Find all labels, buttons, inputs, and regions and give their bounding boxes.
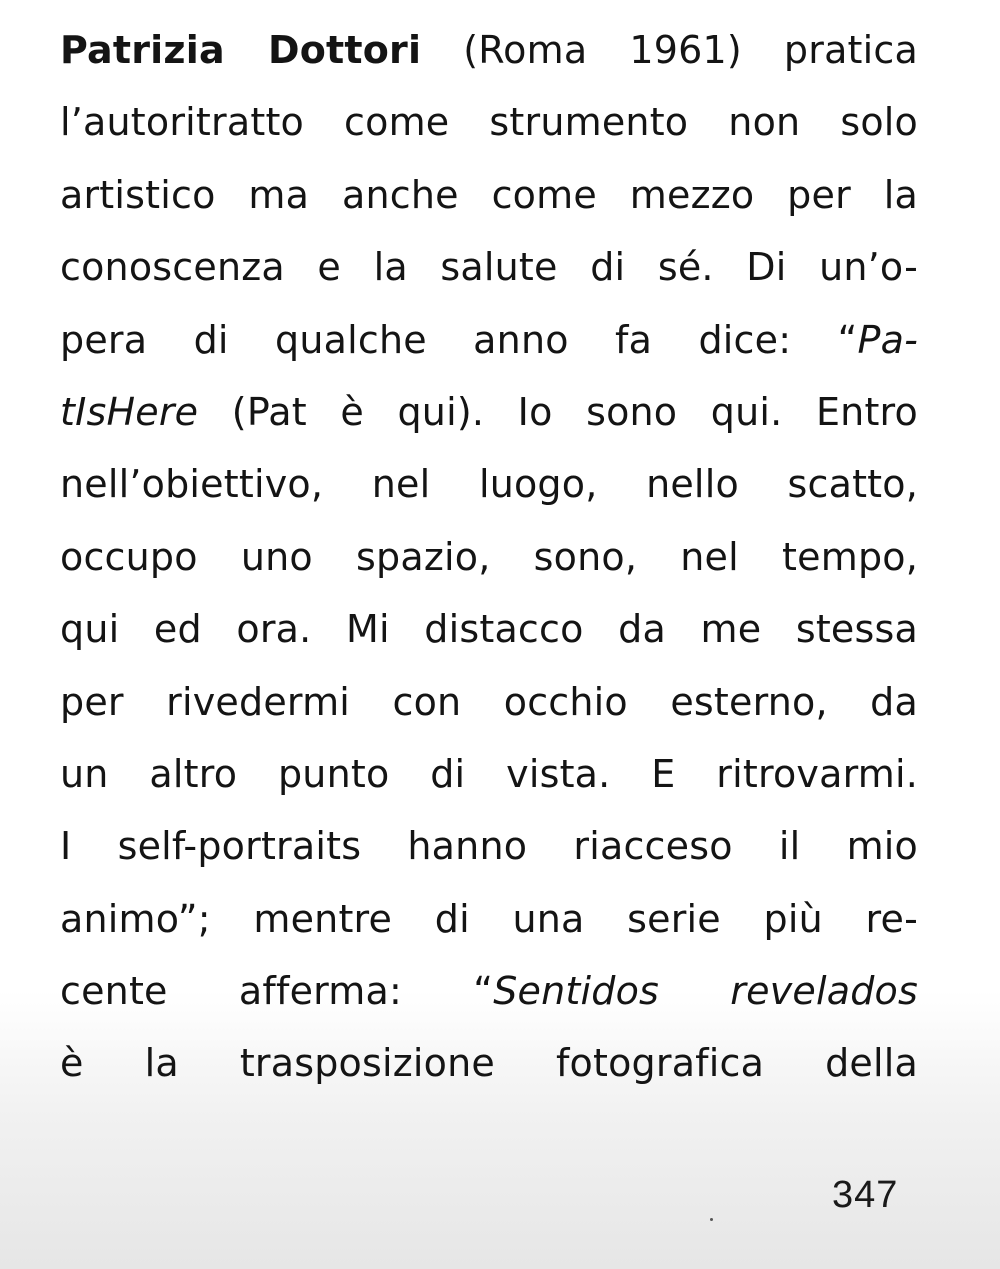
text-segment: conoscenza e la salute di sé. Di un’o-	[60, 245, 918, 290]
text-segment: per rivedermi con occhio esterno, da	[60, 679, 918, 724]
text-segment: pera di qualche anno fa dice: “	[60, 317, 858, 362]
page-number: 347	[832, 1174, 899, 1216]
text-line	[60, 593, 918, 665]
text-segment: occupo uno spazio, sono, nel tempo,	[60, 534, 918, 579]
artist-name: Patrizia Dottori	[60, 28, 422, 72]
text-segment: un altro punto di vista. E ritrovarmi.	[60, 751, 918, 796]
text-line	[60, 1027, 918, 1099]
text-line	[60, 521, 918, 593]
text-segment: l’autoritratto come strumento non solo	[60, 100, 918, 145]
text-segment: animo”; mentre di una serie più re-	[60, 896, 918, 941]
text-line	[60, 448, 918, 520]
body-text	[60, 14, 918, 1100]
series-title: Sentidos revelados	[493, 969, 918, 1014]
text-line	[60, 738, 918, 810]
paper-speck	[710, 1218, 713, 1221]
text-segment: (Pat è qui). Io sono qui. Entro	[198, 389, 918, 434]
text-segment: cente afferma: “	[60, 969, 494, 1014]
work-title-fragment: tIsHere	[60, 389, 199, 434]
text-line	[60, 231, 918, 303]
text-line	[60, 955, 918, 1027]
text-line	[60, 304, 918, 376]
text-segment: è la trasposizione fotografica della	[60, 1041, 918, 1086]
text-line	[60, 14, 918, 86]
text-segment: I self-portraits hanno riacceso il mio	[60, 824, 918, 869]
text-segment: nell’obiettivo, nel luogo, nello scatto,	[60, 462, 918, 507]
text-segment: qui ed ora. Mi distacco da me stessa	[60, 607, 918, 652]
text-line	[60, 376, 918, 448]
work-title-fragment: Pa-	[857, 317, 918, 362]
text-line	[60, 810, 918, 882]
text-line	[60, 666, 918, 738]
text-line	[60, 883, 918, 955]
text-segment: (Roma 1961) pratica	[421, 28, 918, 72]
text-segment: artistico ma anche come mezzo per la	[60, 172, 918, 217]
text-line	[60, 159, 918, 231]
text-line	[60, 86, 918, 158]
